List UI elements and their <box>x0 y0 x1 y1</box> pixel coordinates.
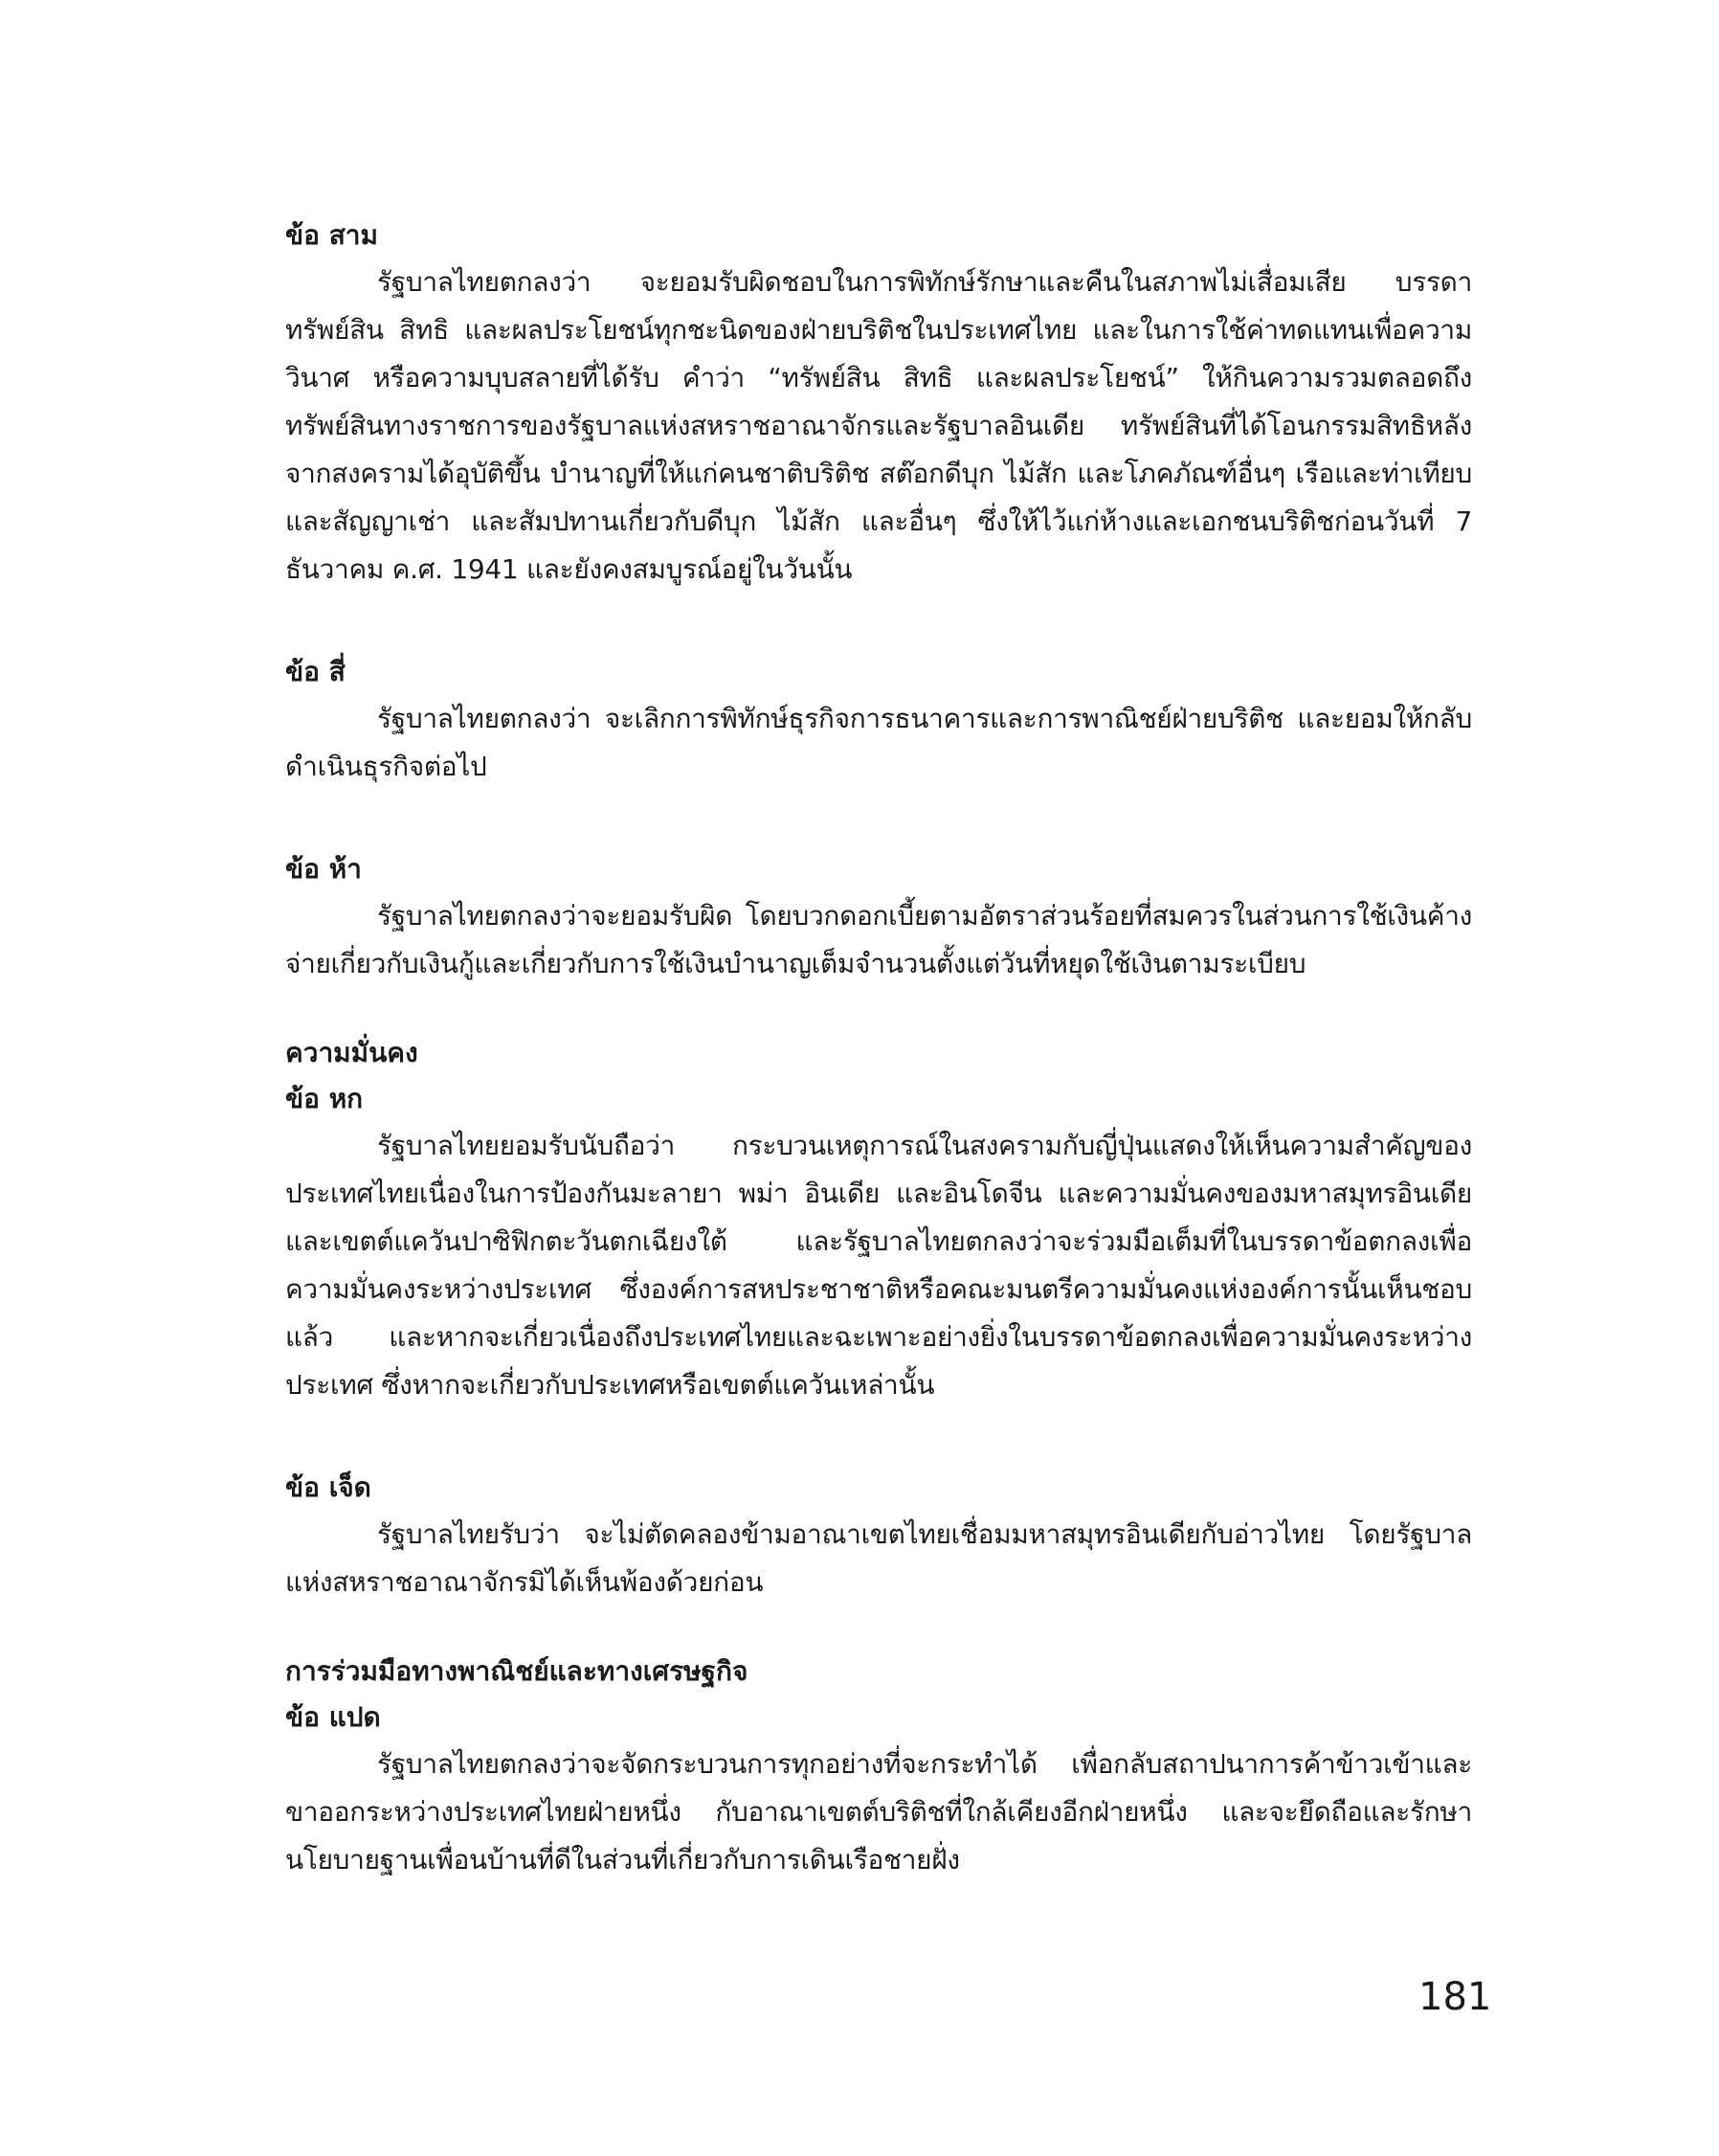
section-heading-economic: การร่วมมือทางพาณิชย์และทางเศรษฐกิจ <box>285 1655 748 1687</box>
spacer <box>285 594 1472 649</box>
clause-7-title: ข้อ เจ็ด <box>285 1471 371 1503</box>
clause-4-text: รัฐบาลไทยตกลงว่า จะเลิกการพิทักษ์ธุรกิจการธนาคารและการพาณิชย์ฝ่ายบริติช และยอมให้กลับดำเนินธุรกิจต่อไป <box>285 703 1472 782</box>
clause-3-title: ข้อ สาม <box>285 219 378 251</box>
clause-7-text: รัฐบาลไทยรับว่า จะไม่ตัดคลองข้ามอาณาเขตไทยเชื่อมมหาสมุทรอินเดียกับอ่าวไทย โดยรัฐบาลแห่งสหราชอาณาจักรมิได้เห็นพ้องด้วยก่อน <box>285 1518 1472 1598</box>
spacer <box>285 1409 1472 1465</box>
clause-3-text: รัฐบาลไทยตกลงว่า จะยอมรับผิดชอบในการพิทักษ์รักษาและคืนในสภาพไม่เสื่อมเสีย บรรดาทรัพย์สิน สิทธิ และผลประโยชน์ทุกชะนิดของฝ่ายบริติชในประเทศไทย และในการใช้ค่าทดแทนเพื่อความวินาศ หรือความบุบสลายที่ได้รับ คำว่า “ทรัพย์สิน สิทธิ และผลประโยชน์” ให้กินความรวมตลอดถึงทรัพย์สินทางราชการของรัฐบาลแห่งสหราชอาณาจักรและรัฐบาลอินเดีย ทรัพย์สินที่ได้โอนกรรมสิทธิหลังจากสงครามได้อุบัติขึ้น บำนาญที่ให้แก่คนชาติบริติช สต๊อกดีบุก ไม้สัก และโภคภัณฑ์อื่นๆ เรือและท่าเทียบ และสัญญาเช่า และสัมปทานเกี่ยวกับดีบุก ไม้สัก และอื่นๆ ซึ่งให้ไว้แก่ห้างและเอกชนบริติชก่อนวันที่ 7 ธันวาคม ค.ศ. 1941 และยังคงสมบูรณ์อยู่ในวันนั้น <box>285 266 1472 585</box>
clause-4-title: ข้อ สี่ <box>285 656 346 687</box>
spacer <box>285 988 1472 1030</box>
spacer <box>285 791 1472 846</box>
page-number: 181 <box>1418 1975 1492 2019</box>
clause-6-text: รัฐบาลไทยยอมรับนับถือว่า กระบวนเหตุการณ์ในสงครามกับญี่ปุ่นแสดงให้เห็นความสำคัญของประเทศไทยเนื่องในการป้องกันมะลายา พม่า อินเดีย และอินโดจีน และความมั่นคงของมหาสมุทรอินเดียและเขตต์แควันปาซิฟิกตะวันตกเฉียงใต้ และรัฐบาลไทยตกลงว่าจะร่วมมือเต็มที่ในบรรดาข้อตกลงเพื่อความมั่นคงระหว่างประเทศ ซึ่งองค์การสหประชาชาติหรือคณะมนตรีความมั่นคงแห่งองค์การนั้นเห็นชอบแล้ว และหากจะเกี่ยวเนื่องถึงประเทศไทยและฉะเพาะอย่างยิ่งในบรรดาข้อตกลงเพื่อความมั่นคงระหว่างประเทศ ซึ่งหากจะเกี่ยวกับประเทศหรือเขตต์แควันเหล่านั้น <box>285 1130 1472 1401</box>
spacer <box>285 1606 1472 1649</box>
section-heading-security: ความมั่นคง <box>285 1037 418 1068</box>
clause-5-title: ข้อ ห้า <box>285 853 362 885</box>
clause-8-title: ข้อ แปด <box>285 1701 381 1733</box>
clause-8-text: รัฐบาลไทยตกลงว่าจะจัดกระบวนการทุกอย่างที่จะกระทำได้ เพื่อกลับสถาปนาการค้าข้าวเข้าและขาออกระหว่างประเทศไทยฝ่ายหนึ่ง กับอาณาเขตต์บริติชที่ใกล้เคียงอีกฝ่ายหนึ่ง และจะยึดถือและรักษานโยบายฐานเพื่อนบ้านที่ดีในส่วนที่เกี่ยวกับการเดินเรือชายฝั่ง <box>285 1748 1472 1875</box>
page-content <box>285 213 1472 1884</box>
clause-5-text: รัฐบาลไทยตกลงว่าจะยอมรับผิด โดยบวกดอกเบี้ยตามอัตราส่วนร้อยที่สมควรในส่วนการใช้เงินค้างจ่ายเกี่ยวกับเงินกู้และเกี่ยวกับการใช้เงินบำนาญเต็มจำนวนตั้งแต่วันที่หยุดใช้เงินตามระเบียบ <box>285 900 1472 979</box>
clause-6-title: ข้อ หก <box>285 1083 364 1114</box>
